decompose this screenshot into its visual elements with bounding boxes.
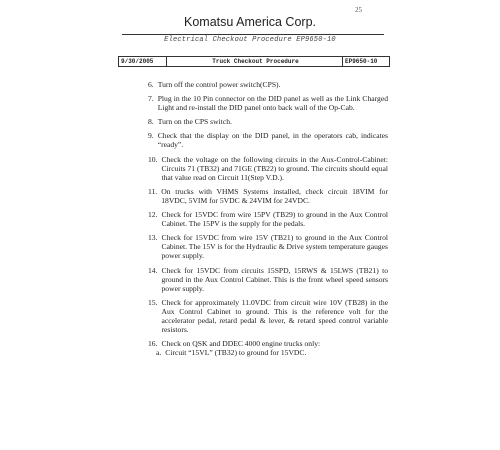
substep-a <box>156 348 388 357</box>
step-number: 11. <box>148 186 158 196</box>
step-9 <box>148 131 388 149</box>
step-number: 6. <box>148 80 154 89</box>
step-text: Turn on the CPS switch. <box>157 117 232 127</box>
substep-letter: a. <box>156 348 162 358</box>
step-text: Check for 15VDC from wire 15V (TB21) to ground in the Aux Control Cabinet. The 15V is for the Hydraulic & Drive system temperature gauges power supply. <box>161 233 388 261</box>
company-name: Komatsu America Corp. <box>184 15 316 29</box>
header-table <box>118 56 390 67</box>
substep-text: Circuit “15VL” (TB32) to ground for 15VDC. <box>165 348 307 358</box>
step-number: 15. <box>148 297 158 307</box>
step-number: 7. <box>148 94 154 104</box>
step-number: 14. <box>148 265 158 275</box>
step-12 <box>148 210 388 228</box>
step-13 <box>148 233 388 260</box>
procedure-steps <box>148 80 388 357</box>
step-number: 13. <box>148 233 158 243</box>
step-number: 12. <box>148 210 158 220</box>
step-text: Check the voltage on the following circuits in the Aux-Control-Cabinet: Circuits 71 (TB32) and 71GE (TB22) to ground. The circuits should equal that value read on Circuit 11(Step V.D.). <box>161 154 388 182</box>
step-10 <box>148 155 388 182</box>
step-11 <box>148 187 388 205</box>
step-number: 16. <box>148 339 158 349</box>
step-text: Check on QSK and DDEC 4000 engine trucks only: <box>161 339 321 349</box>
header-date: 9/30/2005 <box>119 57 167 66</box>
step-14 <box>148 266 388 293</box>
step-text: Check for 15VDC from circuits 15SPD, 15RWS & 15LWS (TB21) to ground in the Aux Control Cabinet. This is the front wheel speed sensors power supply. <box>161 265 388 293</box>
step-number: 8. <box>148 117 154 127</box>
step-text: Plug in the 10 Pin connector on the DID panel as well as the Link Charged Light and re-install the DID panel onto back wall of the Op-Cab. <box>157 94 388 113</box>
step-text: Check for approximately 11.0VDC from circuit wire 10V (TB28) in the Aux Control Cabinet to ground. This is the reference volt for the accelerator pedal, retard pedal & lever, & retard speed control variable resistors. <box>161 297 388 335</box>
page-number: 25 <box>355 6 362 14</box>
step-text: Check that the display on the DID panel, in the operators cab, indicates “ready”. <box>157 131 388 150</box>
step-16 <box>148 339 388 348</box>
step-number: 9. <box>148 131 154 141</box>
header-title: Truck Checkout Procedure <box>167 57 343 66</box>
header-rule <box>122 34 384 35</box>
procedure-subtitle: Electrical Checkout Procedure EP9650-10 <box>164 36 336 44</box>
step-6 <box>148 80 388 89</box>
header-doc-number: EP9650-10 <box>345 58 378 65</box>
step-8 <box>148 117 388 126</box>
step-number: 10. <box>148 154 158 164</box>
step-text: Check for 15VDC from wire 15PV (TB29) to ground in the Aux Control Cabinet. The 15PV is the supply for the pedals. <box>161 210 388 229</box>
step-7 <box>148 94 388 112</box>
step-text: On trucks with VHMS Systems installed, check circuit 18VIM for 18VDC, 5VIM for 5VDC & 24VIM for 24VDC. <box>161 186 388 205</box>
step-text: Turn off the control power switch(CPS). <box>157 80 281 89</box>
step-15 <box>148 298 388 334</box>
